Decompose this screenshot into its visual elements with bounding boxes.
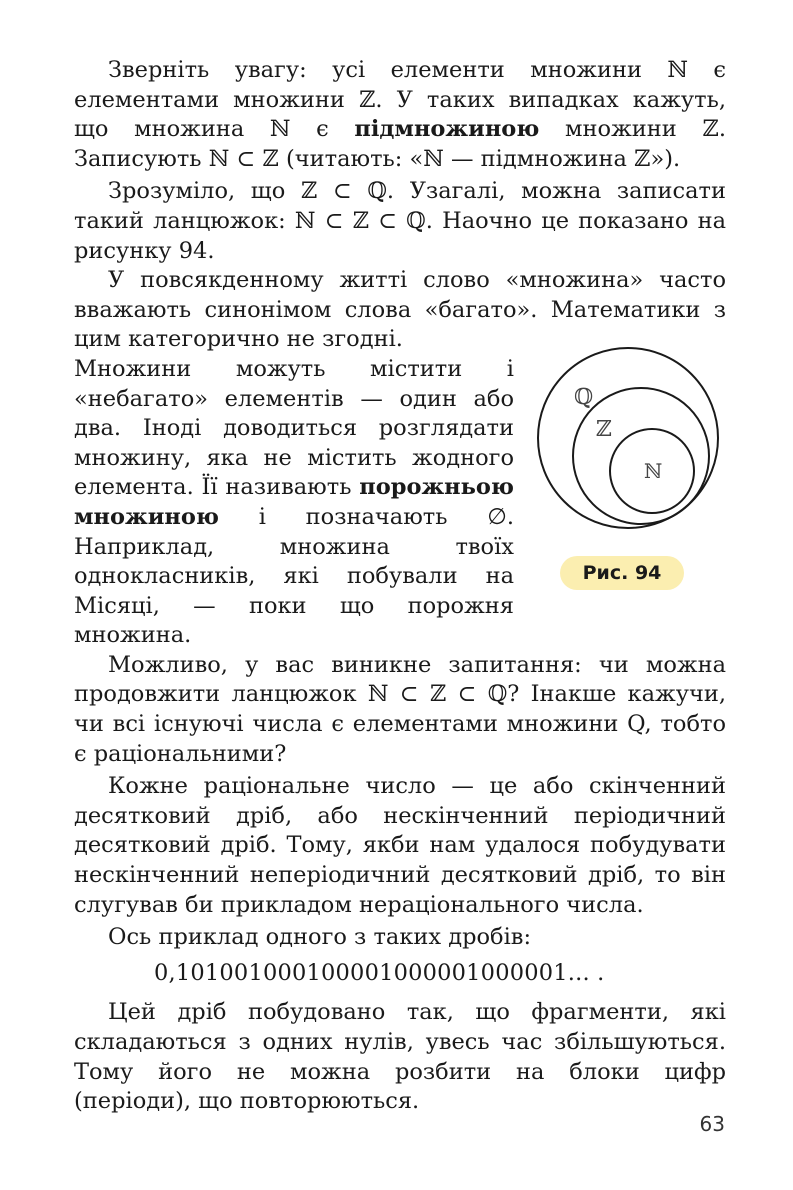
paragraph-chain: Зрозуміло, що ℤ ⊂ ℚ. Узагалі, можна записати такий ланцюжок: ℕ ⊂ ℤ ⊂ ℚ. Наочно це показано на рисунку 94.: [74, 178, 726, 264]
paragraph-subset-tail: множини ℤ. Записують ℕ ⊂ ℤ (читають: «ℕ — підмножина ℤ»).: [74, 116, 726, 172]
venn-diagram: [526, 326, 726, 556]
decimal-formula: 0,101001000100001000001000001... .: [154, 959, 605, 986]
term-empty-set: порожньою множиною: [74, 474, 514, 530]
paragraph-question: Можливо, у вас виникне запитання: чи можна продовжити ланцюжок ℕ ⊂ ℤ ⊂ ℚ? Інакше кажучи, чи всі існуючі числа є елементами множини Q, тобто є раціональними?: [74, 651, 726, 767]
paragraph-example: Ось приклад одного з таких дробів:: [108, 924, 532, 951]
label-natural: ℕ: [644, 459, 663, 484]
paragraph-empty-set-text: Множини можуть містити і «небагато» елементів — один або два. Іноді доводиться розглядати множину, яка не містить жодного елемента. Її називають: [74, 355, 514, 501]
paragraph-subset-text: Зверніть увагу: усі елементи множини ℕ є елементами множини ℤ. У таких випадках кажуть, що множина ℕ є: [74, 57, 726, 143]
page-content: [74, 56, 726, 1117]
circle-integer: [573, 388, 709, 524]
paragraph-construction: Цей дріб побудовано так, що фрагменти, які складаються з одних нулів, увесь час збільшуються. Тому його не можна розбити на блоки цифр (періоди), що повторюються.: [74, 999, 726, 1115]
paragraph-rational: Кожне раціональне число — це або скінченний десятковий дріб, або нескінченний періодичний десятковий дріб. Тому, якби нам удалося побудувати нескінченний неперіодичний десятковий дріб, то він слугував би прикладом нераціонального числа.: [74, 773, 726, 918]
term-subset: підмножиною: [354, 116, 540, 143]
label-rational: ℚ: [574, 385, 594, 411]
figure-94: [526, 326, 726, 596]
paragraph-empty-set: [74, 355, 514, 651]
figure-caption: Рис. 94: [560, 556, 684, 590]
label-integer: ℤ: [596, 417, 613, 443]
page-number: 63: [699, 1112, 725, 1136]
paragraph-everyday: У повсякденному житті слово «множина» часто вважають синонімом слова «багато». Математики з цим категорично не згодні.: [74, 267, 726, 353]
paragraph-subset: [74, 56, 726, 174]
paragraph-empty-set-tail: і позначають ∅. Наприклад, множина твоїх однокласників, які побували на Місяці, — поки що порожня множина.: [74, 503, 514, 649]
figure-section: [74, 266, 726, 651]
